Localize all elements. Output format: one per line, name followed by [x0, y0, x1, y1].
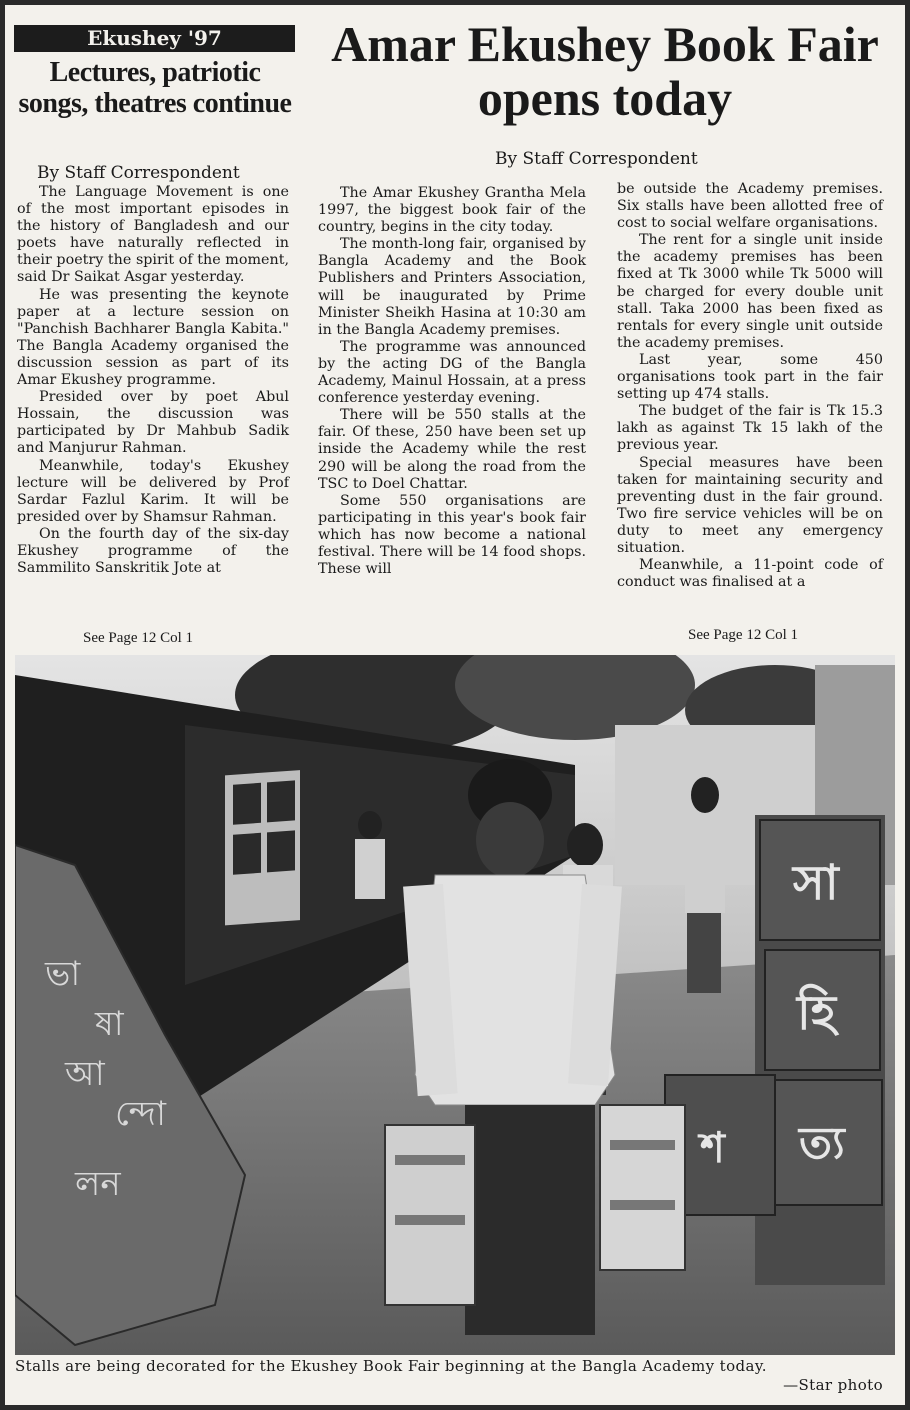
main-paragraph: The Amar Ekushey Grantha Mela 1997, the biggest book fair of the country, begins in the city today.	[318, 185, 586, 236]
section-tag: Ekushey '97	[14, 25, 295, 52]
sign-letter: ত্য	[799, 1118, 845, 1169]
sign-letter: সা	[793, 855, 839, 911]
sign-letter: হি	[797, 985, 836, 1041]
side-story-body	[17, 184, 289, 577]
main-story-column-2	[617, 181, 883, 591]
newspaper-page	[5, 5, 905, 1405]
side-paragraph: On the fourth day of the six-day Ekushey programme of the Sammilito Sanskritik Jote at	[17, 525, 289, 577]
svg-text:আ: আ	[65, 1054, 105, 1094]
side-byline: By Staff Correspondent	[37, 163, 240, 183]
main-paragraph: The month-long fair, organised by Bangla Academy and the Book Publishers and Printers Association, will be inaugurated by Prime Minister Sheikh Hasina at 10:30 am in the Bangla Academy premises.	[318, 236, 586, 338]
svg-text:লন: লন	[75, 1164, 121, 1204]
news-photo	[15, 655, 895, 1355]
side-continued-line: See Page 12 Col 1	[83, 630, 193, 646]
main-story-column-1	[318, 185, 586, 578]
main-headline: Amar Ekushey Book Fair opens today	[331, 16, 879, 126]
sign-letter: শ	[700, 1123, 725, 1172]
main-paragraph: Special measures have been taken for maintaining security and preventing dust in the fair ground. Two fire service vehicles will be on duty to meet any emergency situation.	[617, 454, 883, 556]
main-paragraph: Some 550 organisations are participating in this year's book fair which has now become a national festival. There will be 14 food shops. These will	[318, 492, 586, 578]
main-paragraph: Last year, some 450 organisations took part in the fair setting up 474 stalls.	[617, 351, 883, 403]
svg-text:ষা: ষা	[95, 1004, 124, 1044]
svg-text:ভা: ভা	[45, 954, 81, 994]
side-paragraph: He was presenting the keynote paper at a lecture session on "Panchish Bachharer Bangla Kabita." The Bangla Academy organised the discussion session as part of its Amar Ekushey programme.	[17, 286, 289, 389]
side-paragraph: Meanwhile, today's Ekushey lecture will be delivered by Prof Sardar Fazlul Karim. It will be presided over by Shamsur Rahman.	[17, 457, 289, 525]
main-paragraph: The rent for a single unit inside the academy premises has been fixed at Tk 3000 while Tk 5000 will be charged for every double unit stall. Taka 2000 has been fixed as rentals for every single unit outside the academy premises.	[617, 232, 883, 351]
main-byline: By Staff Correspondent	[495, 149, 698, 169]
photo-credit: —Star photo	[783, 1376, 883, 1394]
main-paragraph: There will be 550 stalls at the fair. Of these, 250 have been set up inside the Academy while the rest 290 will be along the road from the TSC to Doel Chattar.	[318, 407, 586, 492]
main-paragraph: The budget of the fair is Tk 15.3 lakh as against Tk 15 lakh of the previous year.	[617, 403, 883, 454]
side-paragraph: The Language Movement is one of the most important episodes in the history of Bangladesh and our poets have naturally reflected in their poetry the spirit of the moment, said Dr Saikat Asgar yesterday.	[17, 184, 289, 286]
main-paragraph: be outside the Academy premises. Six stalls have been allotted free of cost to social welfare organisations.	[617, 181, 883, 232]
side-headline: Lectures, patriotic songs, theatres continue	[18, 57, 292, 119]
photo-caption: Stalls are being decorated for the Ekushey Book Fair beginning at the Bangla Academy today.	[15, 1357, 767, 1375]
side-paragraph: Presided over by poet Abul Hossain, the discussion was participated by Dr Mahbub Sadik and Manjurur Rahman.	[17, 389, 289, 457]
main-continued-line: See Page 12 Col 1	[688, 627, 798, 643]
main-paragraph: Meanwhile, a 11-point code of conduct was finalised at a	[617, 557, 883, 591]
main-paragraph: The programme was announced by the acting DG of the Bangla Academy, Mainul Hossain, at a press conference yesterday evening.	[318, 338, 586, 407]
svg-text:ন্দো: ন্দো	[115, 1094, 166, 1134]
